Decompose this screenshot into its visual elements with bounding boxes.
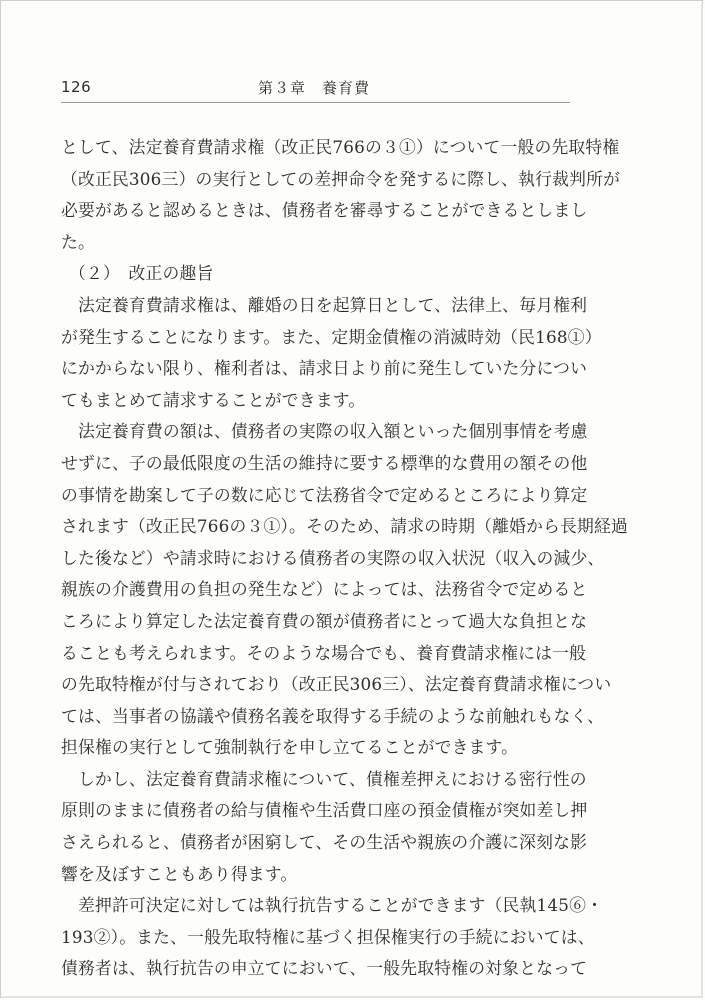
text-line: として、法定養育費請求権（改正民766の３①）について一般の先取特権 bbox=[61, 137, 620, 157]
text-line: の事情を勘案して子の数に応じて法務省令で定めるところにより算定 bbox=[61, 484, 588, 505]
text-line: 親族の介護費用の負担の発生など）によっては、法務省令で定めると bbox=[61, 579, 588, 600]
text-line: 法定養育費の額は、債務者の実際の収入額といった個別事情を考慮 bbox=[61, 421, 588, 442]
text-line: せずに、子の最低限度の生活の維持に要する標準的な費用の額その他 bbox=[61, 452, 588, 473]
text-line: （改正民306三）の実行としての差押命令を発するに際し、執行裁判所が bbox=[61, 168, 621, 189]
text-line: の先取特権が付与されており（改正民306三）、法定養育費請求権につい bbox=[61, 674, 612, 695]
text-line: されます（改正民766の３①）。そのため、請求の時期（離婚から長期経過 bbox=[61, 516, 628, 537]
text-line: 差押許可決定に対しては執行抗告することができます（民執145⑥・ bbox=[61, 895, 604, 916]
section-heading: （２） 改正の趣旨 bbox=[69, 263, 214, 284]
text-line: た。 bbox=[61, 231, 95, 252]
text-line: ころにより算定した法定養育費の額が債務者にとって過大な負担とな bbox=[61, 610, 588, 631]
text-line: てもまとめて請求することができます。 bbox=[61, 389, 366, 410]
text-line: にかからない限り、権利者は、請求日より前に発生していた分につい bbox=[61, 358, 588, 379]
text-line: ては、当事者の協議や債務名義を取得する手続のような前触れもなく、 bbox=[61, 705, 605, 726]
text-line: 担保権の実行として強制執行を申し立てることができます。 bbox=[61, 737, 519, 758]
text-line: が発生することになります。また、定期金債権の消滅時効（民168①） bbox=[61, 326, 602, 347]
text-line: した後など）や請求時における債務者の実際の収入状況（収入の減少、 bbox=[61, 547, 605, 568]
text-line: 響を及ぼすこともあり得ます。 bbox=[61, 863, 298, 884]
text-line: さえられると、債務者が困窮して、その生活や親族の介護に深刻な影 bbox=[61, 832, 588, 853]
body-text bbox=[61, 132, 628, 985]
text-line: 債務者は、執行抗告の申立てにおいて、一般先取特権の対象となって bbox=[61, 958, 588, 979]
text-line: 必要があると認めるときは、債務者を審尋することができるとしまし bbox=[61, 200, 588, 221]
text-line: 原則のままに債務者の給与債権や生活費口座の預金債権が突如差し押 bbox=[61, 800, 588, 821]
text-line: しかし、法定養育費請求権について、債権差押えにおける密行性の bbox=[61, 768, 587, 789]
text-line: 法定養育費請求権は、離婚の日を起算日として、法律上、毎月権利 bbox=[61, 294, 588, 315]
running-header bbox=[61, 74, 570, 103]
page-number: 126 bbox=[61, 78, 92, 96]
chapter-title: 第３章 養育費 bbox=[258, 79, 371, 97]
text-line: ることも考えられます。そのような場合でも、養育費請求権には一般 bbox=[61, 642, 587, 663]
text-line: 193②）。また、一般先取特権に基づく担保権実行の手続においては、 bbox=[61, 926, 595, 947]
